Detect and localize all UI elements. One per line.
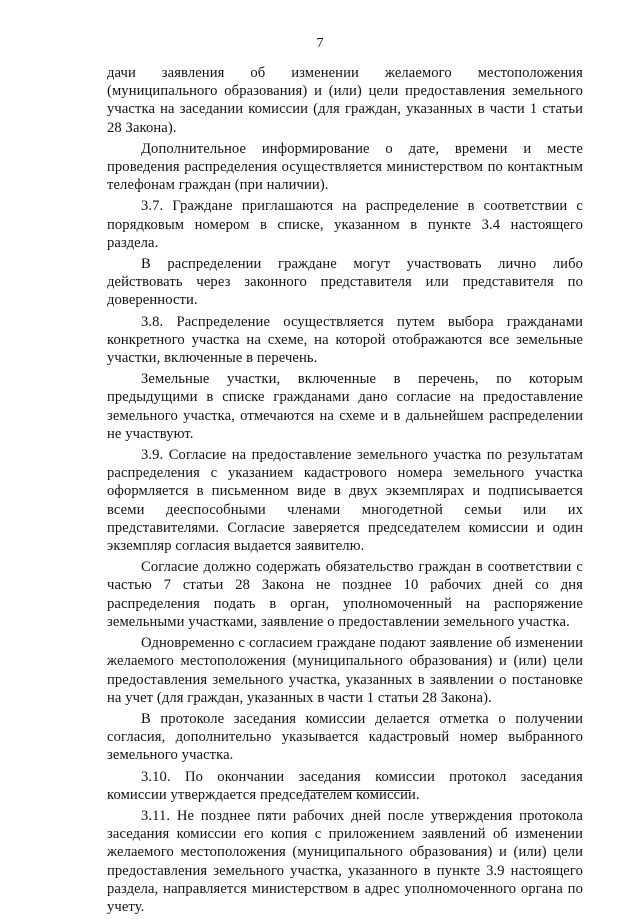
paragraph-excluded-plots: Земельные участки, включенные в перечень, по которым предыдущими в списке гражданами дано согласие на предоставление земельного участка, отмечаются на схеме и в дальнейшем распределении не участвуют. xyxy=(107,371,583,442)
end-separator-line xyxy=(305,790,411,791)
paragraph-3-9: 3.9. Согласие на предоставление земельного участка по результатам распределения с указанием кадастрового номера земельного участка оформляется в письменном виде в двух экземплярах и подписывается всеми дееспособными членами многодетной семьи или их представителями. Согласие заверяется председателем комиссии и один экземпляр согласия выдается заявителю. xyxy=(107,447,583,555)
paragraph-continuation: дачи заявления об изменении желаемого местоположения (муниципального образования) и (или) цели предоставления земельного участка на заседании комиссии (для граждан, указанных в части 1 статьи 28 Закона). xyxy=(107,65,583,136)
paragraph-consent-obligation: Согласие должно содержать обязательство граждан в соответствии с частью 7 статьи 28 Закона не позднее 10 рабочих дней со дня распределения подать в орган, уполномоченный на распоряжение земельными участками, заявление о предоставлении земельного участка. xyxy=(107,559,583,630)
paragraph-3-10: 3.10. По окончании заседания комиссии протокол заседания комиссии утверждается председателем комиссии. xyxy=(107,768,583,803)
paragraph-simultaneous-application: Одновременно с согласием граждане подают заявление об изменении желаемого местоположения (муниципального образования) и (или) цели предоставления земельного участка, указанных в заявлении о постановке на учет (для граждан, указанных в части 1 статьи 28 Закона). xyxy=(107,635,583,706)
paragraph-representation: В распределении граждане могут участвовать лично либо действовать через законного представителя или представителя по доверенности. xyxy=(107,256,583,309)
paragraph-additional-notice: Дополнительное информирование о дате, времени и месте проведения распределения осуществляется министерством по контактным телефонам граждан (при наличии). xyxy=(107,140,583,194)
paragraph-protocol-note: В протоколе заседания комиссии делается отметка о получении согласия, дополнительно указывается кадастровый номер выбранного земельного участка. xyxy=(107,710,583,764)
paragraph-3-7: 3.7. Граждане приглашаются на распределение в соответствии с порядковым номером в списке, указанном в пункте 3.4 настоящего раздела. xyxy=(107,198,583,251)
paragraph-3-11: 3.11. Не позднее пяти рабочих дней после утверждения протокола заседания комиссии его копия с приложением заявлений об изменении желаемого местоположения (муниципального образования) и (или) цели предоставления земельного участка, указанного в пункте 3.9 настоящего раздела, направляется министерством в адрес уполномоченного органа по учету. xyxy=(107,807,583,915)
page-number: 7 xyxy=(316,36,324,51)
paragraph-3-8: 3.8. Распределение осуществляется путем выбора гражданами конкретного участка на схеме, на которой отображаются все земельные участки, включенные в перечень. xyxy=(107,313,583,367)
